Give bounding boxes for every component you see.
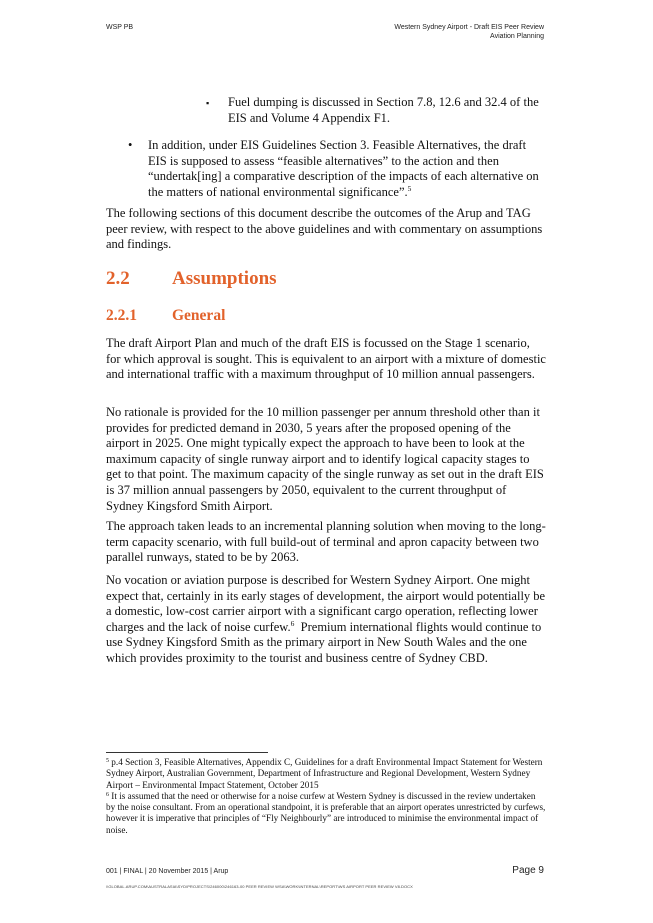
round-bullet-icon: • bbox=[128, 138, 133, 152]
paragraph-vocation bbox=[106, 573, 546, 667]
paragraph-approach: The approach taken leads to an incremental planning solution when moving to the long-term capacity scenario, with full build-out of terminal and apron capacity between two parallel runways, stated to be by 2063. bbox=[106, 519, 546, 565]
footer-file-path: \\GLOBAL.ARUP.COM\AUSTRALASIA\SYD\PROJECTS\246000\246163-00 PEER REVIEW WSA\WORK\INTERNAL\REPORT\WS AIRPORT PEER REVIEW V8.DOCX bbox=[106, 884, 413, 889]
square-bullet-icon: ▪ bbox=[206, 98, 210, 108]
paragraph-vocation-text: No vocation or aviation purpose is described for Western Sydney Airport. One might expect that, certainly in its early stages of development, the airport would potentially be a domestic, low-cost carrier airport with a significant cargo operation, reflecting lower charges and the lack of noise curfew. bbox=[106, 573, 546, 634]
bullet-text: In addition, under EIS Guidelines Section 3. Feasible Alternatives, the draft EIS is supposed to assess “feasible alternatives” to the action and then “undertak[ing] a comparative description of the impacts of each alternative on the matters of national environmental significance”. bbox=[148, 138, 539, 199]
footnote-text: p.4 Section 3, Feasible Alternatives, Appendix C, Guidelines for a draft Environmental Impact Statement for Western Sydney Airport, Australian Government, Department of Infrastructure and Regional Development, Western Sydney Airport – Environmental Impact Statement, October 2015 bbox=[106, 757, 543, 790]
footnote-6 bbox=[106, 791, 546, 836]
footnote-ref-5[interactable]: 5 bbox=[407, 183, 412, 193]
subsection-title: General bbox=[172, 307, 226, 324]
header-title-line2: Aviation Planning bbox=[490, 33, 544, 40]
footnote-separator bbox=[106, 752, 268, 753]
paragraph-stage1: The draft Airport Plan and much of the draft EIS is focussed on the Stage 1 scenario, for which approval is sought. This is equivalent to an airport with a mixture of domestic and international traffic with a maximum throughput of 10 million annual passengers. bbox=[106, 336, 546, 382]
subsection-number: 2.2.1 bbox=[106, 307, 137, 324]
footnote-5 bbox=[106, 757, 546, 791]
header-title bbox=[394, 23, 544, 41]
footer-page-number: Page 9 bbox=[512, 865, 544, 876]
footnote-text: It is assumed that the need or otherwise for a noise curfew at Western Sydney is discussed in the review undertaken by the noise consultant. From an operational standpoint, it is preferable that an airport operates unrestricted by curfews, however it is imperative that principles of “Fly Neighbourly” are introduced to minimise the environmental impact of noise. bbox=[106, 790, 546, 835]
paragraph-vocation-text-cont: Premium international flights would continue to use Sydney Kingsford Smith as the primary airport in New South Wales and the one which provides proximity to the tourist and business centre of Sydney CBD. bbox=[106, 619, 545, 665]
footnotes bbox=[106, 757, 546, 836]
footnote-number: 5 bbox=[106, 758, 109, 764]
sub-bullet-item bbox=[206, 95, 546, 126]
footnote-ref-6[interactable]: 6 bbox=[290, 618, 295, 628]
bullet-item bbox=[126, 138, 546, 200]
section-title: Assumptions bbox=[172, 268, 277, 289]
footnote-number: 6 bbox=[106, 791, 109, 798]
section-heading bbox=[106, 268, 277, 290]
footer-document-info: 001 | FINAL | 20 November 2015 | Arup bbox=[106, 868, 229, 875]
bullet-text-wrap bbox=[148, 138, 546, 200]
header-title-line1: Western Sydney Airport - Draft EIS Peer Review bbox=[394, 24, 544, 31]
header-company: WSP PB bbox=[106, 24, 134, 31]
subsection-heading bbox=[106, 306, 225, 325]
intro-paragraph: The following sections of this document describe the outcomes of the Arup and TAG peer review, with respect to the above guidelines and with commentary on assumptions and findings. bbox=[106, 206, 543, 252]
sub-bullet-text: Fuel dumping is discussed in Section 7.8, 12.6 and 32.4 of the EIS and Volume 4 Appendix F1. bbox=[228, 95, 539, 125]
paragraph-rationale: No rationale is provided for the 10 million passenger per annum threshold other than it provides for predicted demand in 2030, 5 years after the proposed opening of the airport in 2025. One might typically expect the approach to have been to look at the maximum capacity of single runway airport and to identify logical capacity stages to get to that point. The maximum capacity of the single runway as set out in the draft EIS is 37 million annual passengers by 2050, equivalent to the current throughput of Sydney Kingsford Smith Airport. bbox=[106, 405, 544, 513]
section-number: 2.2 bbox=[106, 268, 130, 289]
